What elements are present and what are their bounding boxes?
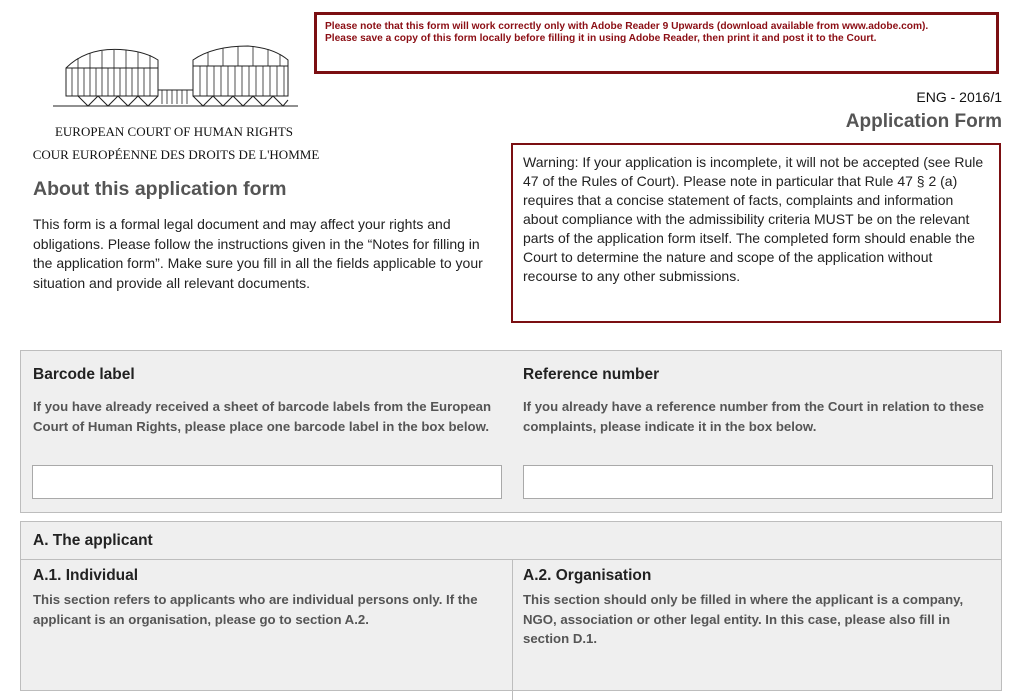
reference-number-input[interactable]	[523, 465, 993, 499]
warning-text: Warning: If your application is incomplete, it will not be accepted (see Rule 47 of the Rules of Court). Please note in particular that Rule 47 § 2 (a) requires that a concise statement of facts, complaints and information about compliance with the admissibility criteria MUST be on the relevant parts of the application form itself. The completed form should enable the Court to determine the nature and scope of the application without recourse to any other submissions.	[523, 154, 984, 284]
individual-description: This section refers to applicants who are individual persons only. If the applicant is an organisation, please go to section A.2.	[33, 592, 478, 627]
barcode-description: If you have already received a sheet of barcode labels from the European Court of Human Rights, please place one barcode label in the box below.	[33, 399, 492, 434]
about-title: About this application form	[33, 178, 287, 200]
applicant-section	[20, 521, 1002, 691]
applicant-divider	[512, 560, 513, 700]
adobe-notice	[314, 12, 999, 74]
form-title: Application Form	[845, 111, 1002, 132]
adobe-notice-line1: Please note that this form will work correctly only with Adobe Reader 9 Upwards (download available from www.adobe.com).	[325, 21, 929, 32]
organisation-description: This section should only be filled in where the applicant is a company, NGO, association or other legal entity. In this case, please also fill in section D.1.	[523, 592, 964, 646]
incomplete-warning	[511, 143, 1001, 323]
barcode-reference-section	[20, 350, 1002, 513]
form-code: ENG - 2016/1	[916, 89, 1002, 105]
individual-title: A.1. Individual	[33, 567, 139, 584]
applicant-title: A. The applicant	[33, 532, 153, 549]
court-name-en: EUROPEAN COURT OF HUMAN RIGHTS	[54, 124, 294, 139]
court-name-fr: COUR EUROPÉENNE DES DROITS DE L'HOMME	[32, 147, 320, 162]
barcode-title: Barcode label	[33, 366, 135, 383]
barcode-label-input[interactable]	[32, 465, 502, 499]
court-logo	[48, 38, 303, 108]
reference-description: If you already have a reference number from the Court in relation to these complaints, please indicate it in the box below.	[523, 399, 984, 434]
reference-title: Reference number	[523, 366, 660, 383]
adobe-notice-line2: Please save a copy of this form locally before filling it in using Adobe Reader, then print it and post it to the Court.	[325, 33, 877, 44]
organisation-title: A.2. Organisation	[523, 567, 652, 584]
about-body: This form is a formal legal document and may affect your rights and obligations. Please follow the instructions given in the “Notes for filling in the application form”. Make sure you fill in all the fields applicable to your situation and provide all relevant documents.	[33, 216, 483, 291]
applicant-header	[21, 522, 1001, 560]
